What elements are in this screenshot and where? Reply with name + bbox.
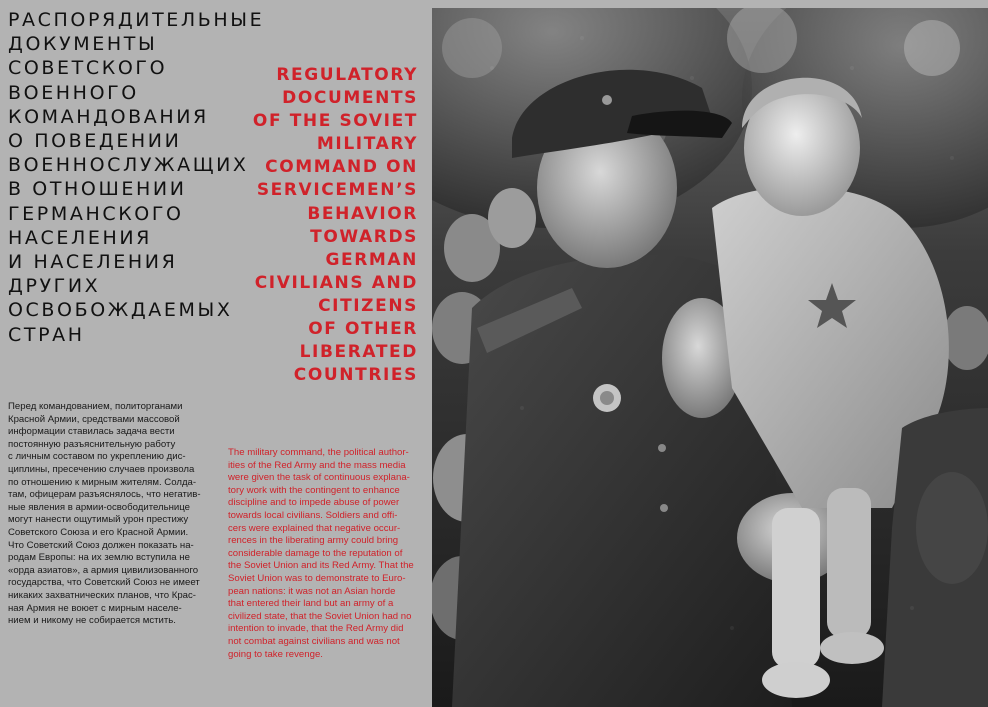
russian-body-line: Перед командованием, политорганами [8,401,183,412]
english-body-line: were given the task of continuous explana- [228,472,410,484]
russian-body-line: Что Советский Союз должен показать на- [8,539,194,551]
english-title-line: SERVICEMEN’S [256,180,418,201]
english-title-line: OF THE SOVIET [252,111,418,132]
russian-title-line: СОВЕТСКОГО [8,57,168,80]
english-title-line: CITIZENS [318,295,418,316]
english-body-line: discipline and to impede abuse of power [228,497,400,509]
russian-title-line: ГЕРМАНСКОГО [8,202,184,225]
russian-body-text [8,401,220,628]
english-body-line: intention to invade, that the Red Army did [228,623,404,635]
english-body-line: Soviet Union was to demonstrate to Euro- [228,572,406,584]
russian-title-line: ВОЕННОСЛУЖАЩИХ [8,154,249,177]
english-title-line: COUNTRIES [293,365,418,386]
russian-title-line: И НАСЕЛЕНИЯ [8,251,178,274]
english-title-line: TOWARDS [310,226,418,247]
russian-body-line: информации ставилась задача вести [8,426,175,438]
russian-title-line: В ОТНОШЕНИИ [8,178,187,201]
english-body-text [228,447,428,661]
russian-body-line: Красной Армии, средствами массовой [8,413,180,425]
english-title-line: DOCUMENTS [282,88,418,109]
russian-body-line: государства, что Советский Союз не имеет [8,577,200,589]
russian-title-line: ВОЕННОГО [8,81,139,104]
english-body-line: going to take revenge. [228,648,323,660]
english-body-line: pean nations: it was not an Asian horde [228,585,396,597]
english-body-line: civilized state, that the Soviet Union had no [228,610,412,622]
russian-body-line: ные явления в армии-освободительнице [8,501,190,513]
english-title-line: LIBERATED [299,342,418,363]
english-body-line: ities of the Red Army and the mass media [228,459,406,471]
russian-title-line: НАСЕЛЕНИЯ [8,226,152,249]
english-body-line: towards local civilians. Soldiers and offi- [228,509,398,521]
english-title [232,64,418,387]
russian-body-line: ная Армия не воюет с мирным населе- [8,602,182,614]
russian-body-line: никаких захватнических планов, что Крас- [8,589,196,601]
russian-body-line: нием и никому не собирается мстить. [8,615,176,627]
english-title-line: MILITARY [316,134,418,155]
russian-title-line: РАСПОРЯДИТЕЛЬНЫЕ [8,9,265,31]
english-body-line: The military command, the political author- [228,447,409,458]
english-body-line: the Soviet Union and its Red Army. That the [228,560,414,572]
english-body-line: that entered their land but an army of a [228,598,394,610]
english-title-line: OF OTHER [308,319,418,340]
english-title-line: REGULATORY [276,65,418,85]
russian-body-line: могут нанести ощутимый урон престижу [8,514,189,526]
russian-body-line: родам Европы: на их землю вступила не [8,552,190,564]
english-title-line: CIVILIANS AND [254,272,418,293]
english-title-line: COMMAND ON [265,157,418,178]
russian-title [8,8,268,347]
english-body-line: not combat against civilians and was not [228,635,400,647]
russian-body-line: постоянную разъяснительную работу [8,438,176,450]
russian-body-line: Советского Союза и его Красной Армии. [8,526,189,538]
english-body-line: considerable damage to the reputation of [228,547,403,559]
english-title-line: BEHAVIOR [307,203,418,224]
english-body-line: rences in the liberating army could bring [228,535,399,547]
english-title-line: GERMAN [325,249,418,270]
russian-body-line: по отношению к мирным жителям. Солда- [8,476,197,488]
russian-title-line: О ПОВЕДЕНИИ [8,130,182,153]
russian-title-line: СТРАН [8,323,85,346]
russian-title-line: ДОКУМЕНТЫ [8,33,158,56]
russian-body-line: там, офицерам разъяснялось, что негатив- [8,489,201,501]
russian-title-line: ДРУГИХ [8,275,101,298]
english-body-line: cers were explained that negative occur- [228,522,401,534]
russian-title-line: ОСВОБОЖДАЕМЫХ [8,299,233,322]
russian-title-line: КОМАНДОВАНИЯ [8,105,209,128]
russian-body-line: «орда азиатов», а армия цивилизованного [8,564,199,576]
english-body-line: tory work with the contingent to enhance [228,484,400,496]
russian-body-line: с личным составом по укреплению дис- [8,451,186,463]
russian-body-line: циплины, пресечению случаев произвола [8,463,195,475]
historical-photo [432,8,988,707]
